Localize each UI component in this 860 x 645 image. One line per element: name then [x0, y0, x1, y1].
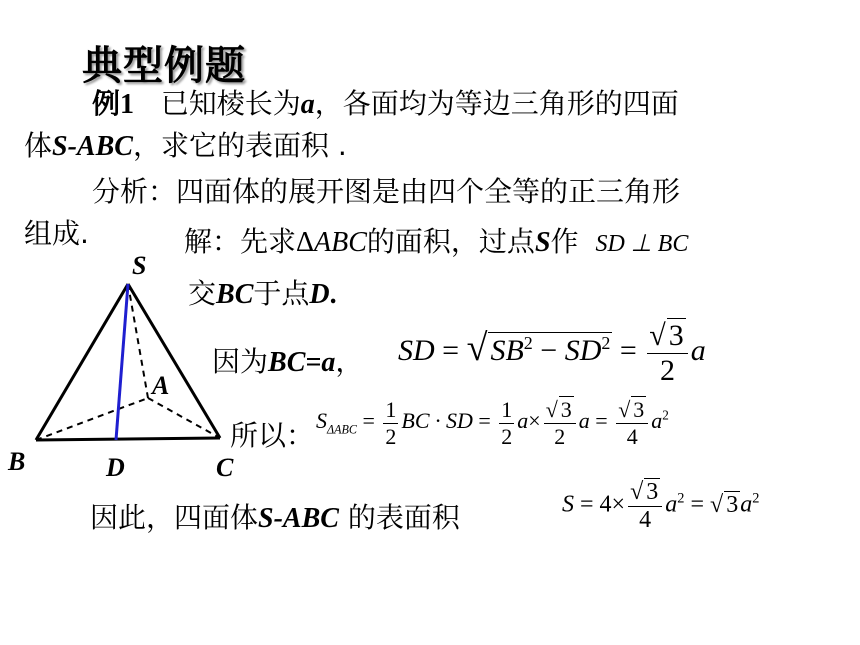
label-c: C [216, 453, 234, 482]
eq3-s: S [562, 491, 574, 518]
eq3-a2: a [740, 491, 753, 518]
example-line-2 [24, 126, 347, 167]
example-line-1 [92, 84, 679, 125]
conclusion-tetra: S-ABC [258, 503, 339, 534]
edge-bc [36, 438, 220, 440]
eq1-num: √ 3 [647, 318, 687, 354]
eq1-sd2: SD [564, 333, 602, 367]
eq3-pow2: 2 [752, 490, 760, 507]
eq2-f3-num: √ 3 [544, 396, 576, 424]
eq1-radicand [488, 332, 612, 368]
eq2-frac-4 [616, 396, 648, 450]
eq2-sub: ΔABC [327, 422, 357, 437]
point-d: D [309, 279, 330, 310]
eq3-frac [628, 478, 662, 534]
because-comma: ， [335, 345, 364, 378]
eq2-equals-b: = [478, 408, 491, 434]
eq1-lhs: SD [398, 333, 435, 367]
example-label: 例1 [92, 89, 135, 120]
because-text: 因为 [212, 345, 269, 378]
eq2-frac-1 [383, 397, 398, 450]
eq3-den: 4 [639, 507, 652, 533]
point-s: S [534, 227, 551, 258]
eq3-four: 4 [599, 491, 612, 518]
eq1-pow-a: 2 [523, 332, 533, 353]
eq2-f3-rad: 3 [560, 397, 572, 422]
analysis-line-2: 组成. [24, 217, 89, 250]
equation-sd [398, 318, 706, 388]
eq3-rad: 3 [726, 491, 739, 518]
example-text-a: 已知棱长为 [160, 87, 301, 120]
example-var-a: a [300, 89, 315, 120]
eq3-num-rad: 3 [646, 479, 659, 505]
eq2-f2-den: 2 [501, 423, 513, 449]
eq1-sb: SB [490, 333, 524, 367]
example-tetra: S-ABC [52, 131, 133, 162]
because-cond: BC=a [268, 347, 336, 378]
eq1-pow-b: 2 [601, 332, 611, 353]
eq3-sqrt: √ 3 [710, 491, 739, 518]
solution-text-f: . [329, 279, 337, 310]
tetrahedron-figure [0, 240, 260, 490]
sqrt-sign: √ [466, 326, 488, 369]
eq2-frac-3 [544, 396, 576, 450]
eq1-equals-2: = [619, 333, 637, 367]
eq1-var: a [690, 333, 706, 367]
therefore-label: 所以： [230, 419, 315, 452]
eq2-pow: 2 [662, 407, 669, 423]
eq2-a2: a [578, 408, 590, 434]
solution-text-b: 的面积，过点 [366, 225, 535, 258]
eq1-den: 2 [660, 354, 676, 387]
equation-area [316, 396, 669, 450]
solution-text-d: 交 [188, 277, 217, 310]
conclusion-text-a: 因此，四面体 [90, 501, 259, 534]
eq1-fraction [647, 318, 687, 388]
eq2-f4-den: 4 [626, 424, 638, 449]
edge-sb [36, 284, 128, 440]
eq2-frac-2 [499, 397, 514, 450]
label-d: D [106, 453, 125, 482]
eq2-f1-num: 1 [385, 396, 397, 422]
equation-surface [562, 478, 759, 534]
altitude-sd [116, 284, 128, 440]
conclusion-line [90, 498, 460, 539]
label-s: S [132, 251, 147, 280]
eq2-prod: BC · SD [401, 408, 473, 434]
solution-text-a: 解：先求 [184, 225, 297, 258]
eq2-f4-rad: 3 [633, 397, 645, 422]
segment-bc: BC [216, 279, 254, 310]
triangle-symbol: Δ [296, 227, 315, 258]
label-a: A [152, 371, 170, 400]
conclusion-text-b: 的表面积 [338, 501, 460, 534]
example-text-d: ，求它的表面积 . [132, 129, 347, 162]
eq2-f3-den: 2 [554, 424, 566, 449]
eq2-times: × [528, 408, 541, 434]
eq3-a1: a [665, 491, 678, 518]
triangle-abc: ABC [314, 227, 367, 258]
page-title: 典型例题 [82, 43, 246, 89]
eq2-equals: = [362, 408, 375, 434]
eq3-pow1: 2 [677, 490, 685, 507]
eq1-minus: − [540, 333, 558, 367]
analysis-line-1: 分析：四面体的展开图是由四个全等的正三角形 [92, 175, 681, 208]
eq3-equals: = [580, 491, 594, 518]
eq2-f2-num: 1 [501, 396, 513, 422]
eq2-a3: a [651, 408, 663, 434]
example-text-c: 体 [24, 129, 53, 162]
eq2-f4-num: √ 3 [616, 396, 648, 424]
eq1-num-rad: 3 [668, 319, 684, 352]
eq2-equals-c: = [595, 408, 608, 434]
example-text-b: ，各面均为等边三角形的四面 [314, 87, 679, 120]
eq2-f1-den: 2 [385, 423, 397, 449]
label-b: B [8, 447, 26, 476]
eq3-num: √ 3 [628, 478, 662, 507]
eq3-equals-b: = [690, 491, 705, 518]
solution-text-c: 作 [550, 225, 579, 258]
perpendicular-expr: SD ⊥ BC [595, 231, 689, 257]
edge-ba-hidden [36, 398, 148, 440]
solution-text-e: 于点 [253, 277, 310, 310]
eq1-equals: = [442, 333, 460, 367]
eq2-s: S [316, 408, 327, 434]
eq2-a1: a [517, 408, 529, 434]
eq3-times: × [611, 491, 626, 518]
